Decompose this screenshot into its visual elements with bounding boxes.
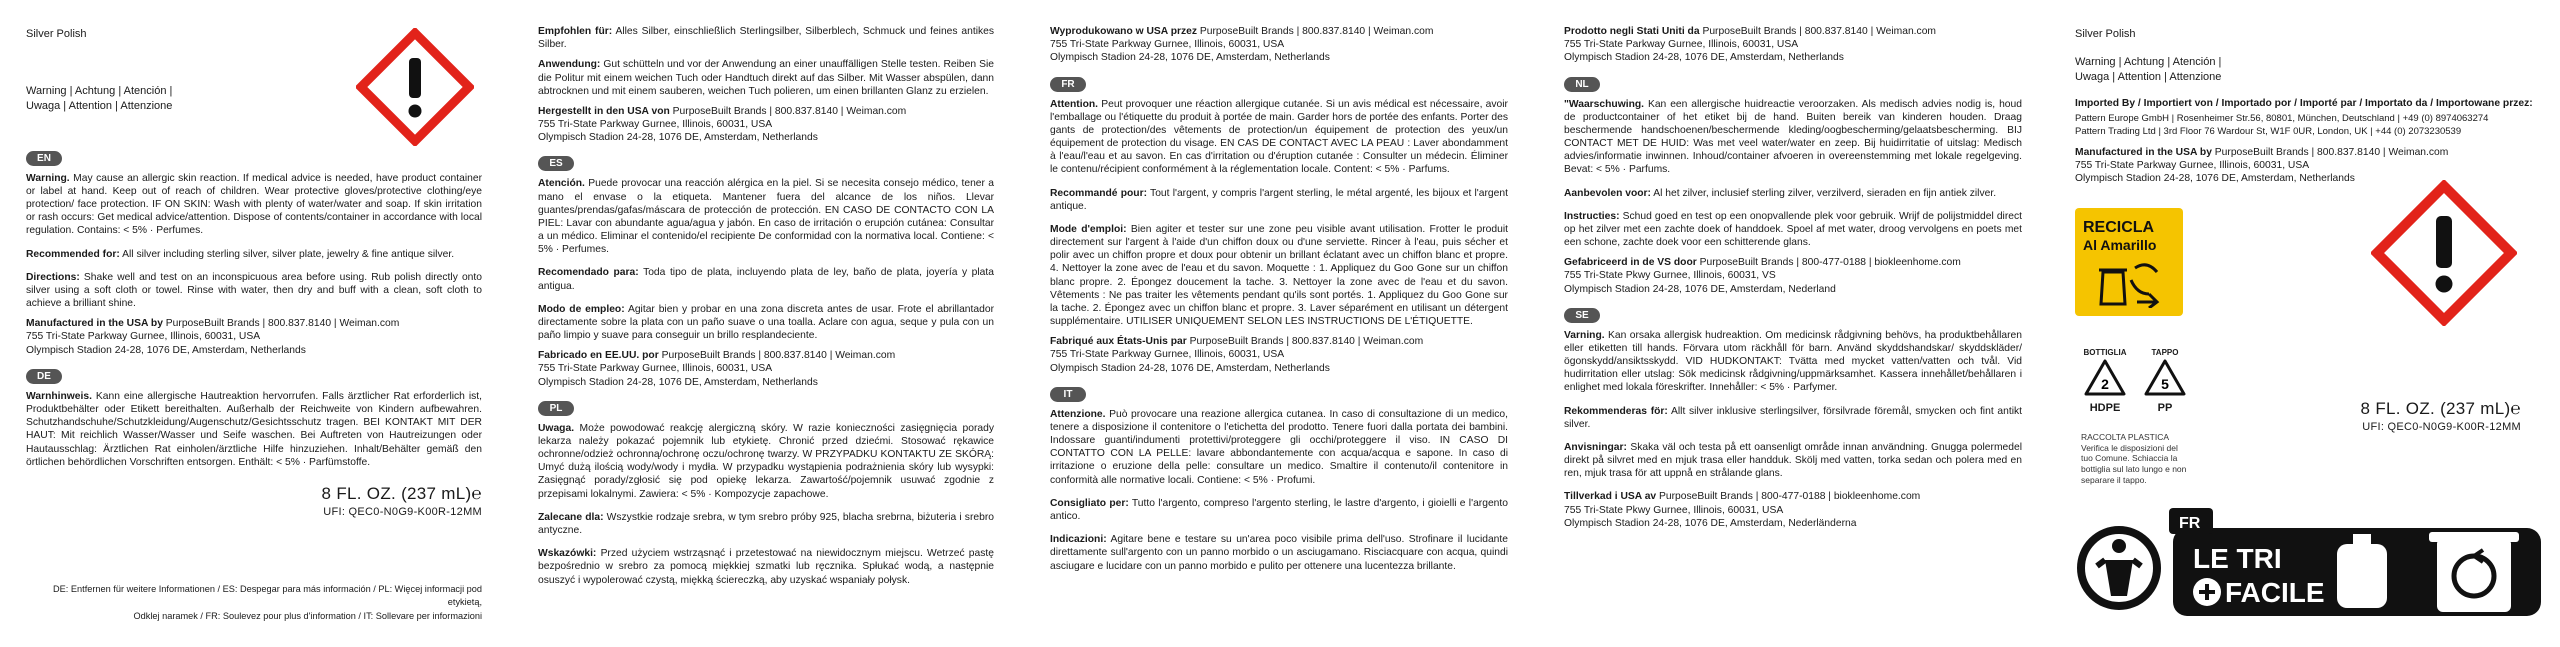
it-indicazioni: Indicazioni: Agitare bene e testare su un'area poco visibile prima dell'uso. Strofinare il lucidante direttamente sull'argento con un panno morbido o un asciugamano. Risciacquare con acqua, quindi asciugare e lucidare con un panno morbido e pulito per ottenere una lucentezza brillante. — [1050, 534, 1509, 572]
se-anvisningar: Anvisningar: Skaka väl och testa på ett oansenligt område innan användning. Gnugga polermedel direkt på silvret med en mjuk trasa eller handduk. Skölj med vatten, torka sedan och polera med en ren, mjuk trasa för att uppnå en strålande glans. — [1564, 441, 2022, 480]
svg-text:5: 5 — [2161, 376, 2169, 393]
bottle-recycling-code: BOTTIGLIA 2 HDPE — [2083, 348, 2127, 415]
es-recommended: Recomendado para: Toda tipo de plata, incluyendo plata de ley, baño de plata, joyería y plata antigua. — [538, 267, 994, 292]
fr-manufacturer: Fabriqué aux États-Unis par PurposeBuilt Brands | 800.837.8140 | Weiman.com 755 Tri-State Parkway Gurnee, Illinois, 60031, USA Olympisch Stadion 24-28, 1076 DE, Amsterdam, Netherlands — [1050, 336, 1424, 374]
cap-recycling-code: TAPPO 5 PP — [2137, 348, 2193, 415]
label-panel-4 — [1564, 0, 2022, 647]
lang-badge-it: IT — [1050, 387, 1086, 402]
hazard-exclamation-icon-back — [2371, 180, 2517, 330]
se-manufacturer: Tillverkad i USA av PurposeBuilt Brands | 800-477-0188 | biokleenhome.com 755 Tri-State Pkwy Gurnee, Illinois, 60031, USA Olympisch Stadion 24-28, 1076 DE, Amsterdam, Nederländerna — [1564, 491, 1921, 529]
product-name: Silver Polish — [26, 28, 87, 40]
pl-zalecane: Zalecane dla: Wszystkie rodzaje srebra, w tym srebro próby 925, blacha srebrna, biżuteria i srebro antyczne. — [538, 511, 994, 536]
en-recommended: Recommended for: All silver including sterling silver, silver plate, jewelry & fine antique silver. — [26, 248, 455, 260]
manufacturer-back: Manufactured in the USA by PurposeBuilt Brands | 800.837.8140 | Weiman.com 755 Tri-State Parkway Gurnee, Illinois, 60031, USA Olympisch Stadion 24-28, 1076 DE, Amsterdam, Netherlands — [2075, 146, 2449, 184]
nl-manufacturer: Gefabriceerd in de VS door PurposeBuilt Brands | 800-477-0188 | biokleenhome.com 755 Tri-State Pkwy Gurnee, Illinois, 60031, VS Olympisch Stadion 24-28, 1076 DE, Amsterdam, Nederland — [1564, 257, 1961, 295]
warning-heading-back-line-1: Warning | Achtung | Atención | — [2075, 56, 2222, 69]
net-volume: 8 FL. OZ. (237 mL)℮ — [321, 483, 482, 503]
label-panel-3 — [1050, 0, 1508, 647]
hazard-exclamation-icon — [356, 28, 474, 150]
it-consigliato: Consigliato per: Tutto l'argento, compreso l'argento sterling, le lastre d'argento, i gioielli e l'argento antico. — [1050, 497, 1508, 522]
nl-warning: "Waarschuwing. Kan een allergische huidreactie veroorzaken. Als medisch advies nodig is, houd de productcontainer of het etiket bij de hand. Buiten bereik van kinderen houden. Draag beschermende handschoenen/beschermende kleding/oogbescherming/gelaatsbescherming. BIJ CONTACT MET DE HUID: Was met veel water/water en zeep. Bij huidirritatie of uitslag: Medisch advies/informatie inwinnen. Inhoud/container afvoeren in overeenstemming met lokale regelgeving. Bevat: < 5% · Parfums. — [1564, 98, 2022, 176]
label-panel-1 — [26, 0, 482, 647]
lang-badge-nl: NL — [1564, 77, 1600, 92]
de-recommended: Empfohlen für: Alles Silber, einschließlich Sterlingsilber, Silberblech, Schmuck und feines antikes Silber. — [538, 26, 995, 51]
lang-badge-pl: PL — [538, 401, 574, 416]
warning-heading-line-2: Uwaga | Attention | Attenzione — [26, 99, 173, 112]
lang-badge-en: EN — [26, 151, 62, 166]
pl-manufacturer: Wyprodukowano w USA przez PurposeBuilt Brands | 800.837.8140 | Weiman.com 755 Tri-State Parkway Gurnee, Illinois, 60031, USA Olympisch Stadion 24-28, 1076 DE, Amsterdam, Netherlands — [1050, 26, 1434, 64]
es-modo: Modo de empleo: Agitar bien y probar en una zona discreta antes de usar. Frote el abrillantador directamente sobre la plata con un paño suave o una toalla. Aclare con agua, seque y pula con un paño limpio y suave para conseguir un brillo resplandeciente. — [538, 303, 995, 342]
label-panel-2 — [538, 0, 994, 647]
it-warning: Attenzione. Può provocare una reazione allergica cutanea. In caso di consultazione di un medico, tenere a disposizione il contenitore o l'etichetta del prodotto. Tenere fuori dalla portata dei bambini. Indossare guanti/indumenti protettivi/proteggere gli occhi/proteggere il viso. IN CASO DI CONTATTO CON LA PELLE: lavare abbondantemente con acqua/acqua e sapone. In caso di irritazione o eruzione della pelle: consultare un medico. Smaltire il contenuto/il contenitore in conformità alle normative locali. Contiene: < 5% · Profumi. — [1050, 408, 1508, 486]
label-panel-5 — [2075, 0, 2545, 647]
svg-text:2: 2 — [2101, 376, 2109, 393]
se-warning: Varning. Kan orsaka allergisk hudreaktion. Om medicinsk rådgivning behövs, ha produktbehållaren eller etiketten till hands. Förvara utom räckhåll för barn. Använd skyddshandskar/ skyddskläder/ögonskydd/ansiktsskydd. VID HUDKONTAKT: Tvätta med mycket vatten/vatten och tvål. Vid hudirritation eller utslag: Sök medicinsk rådgivning/uppmärksamhet. Kassera innehållet/behållaren i enlighet med lokala föreskrifter. Innehåller: < 5% · Parfymer. — [1564, 329, 2022, 394]
nl-instructies: Instructies: Schud goed en test op een onopvallende plek voor gebruik. Wrijf de polijstmiddel direct op het zilver met een zachte doek of handdoek. Spoel af met water, droog vervolgens en poets met een schone, zachte doek voor een schitterende glans. — [1564, 210, 2022, 249]
recycle-triangle-icon — [2083, 358, 2127, 398]
ufi-code: UFI: QEC0-N0G9-K00R-12MM — [323, 505, 482, 518]
pl-warning: Uwaga. Może powodować reakcję alergiczną skóry. W razie konieczności zasięgnięcia porady lekarza należy pokazać pojemnik lub etykietę. Chronić przed dziećmi. Stosować rękawice ochronne/odzież ochronną/ochronę oczu/ochronę twarzy. W PRZYPADKU KONTAKTU ZE SKÓRĄ: Umyć dużą ilością wody/wody i mydła. W przypadku wystąpienia podrażnienia skóry lub wysypki: Zasięgnąć porady/zgłosić się pod opiekę lekarza. Zawartość/pojemnik usuwać zgodnie z przepisami lokalnymi. Zawiera: < 5% · Kompozycje zapachowe. — [538, 422, 994, 500]
svg-text:FACILE: FACILE — [2225, 577, 2325, 608]
svg-text:FR: FR — [2179, 515, 2201, 532]
de-anwendung: Anwendung: Gut schütteln und vor der Anwendung an einer unauffälligen Stelle testen. Reiben Sie die Politur mit einem weichen Tuch oder Handtuch direkt auf das Silber. Mit Wasser abspülen, dann abtrocknen und mit einem sauberen, weichen Tuch polieren, um einen brillanten Glanz zu erzielen. — [538, 59, 994, 97]
es-manufacturer: Fabricado en EE.UU. por PurposeBuilt Brands | 800.837.8140 | Weiman.com 755 Tri-State Parkway Gurnee, Illinois, 60031, USA Olympisch Stadion 24-28, 1076 DE, Amsterdam, Netherlands — [538, 350, 896, 388]
recycle-bin-icon — [2097, 258, 2167, 312]
lang-badge-de: DE — [26, 369, 62, 384]
bottle-icon — [2337, 534, 2387, 608]
de-warning: Warnhinweis. Kann eine allergische Hautreaktion hervorrufen. Falls ärztlicher Rat erforderlich ist, Produktbehälter oder Etikett bereithalten. Außerhalb der Reichweite von Kindern aufbewahren. Schutzhandschuhe/Schutzkleidung/Augenschutz/Gesichtsschutz tragen. BEI KONTAKT MIT DER HAUT: Mit reichlich Wasser/Wasser und Seife waschen. Bei Auftreten von Hautreizungen oder Hautausschlag: Ärztlichen Rat einholen/ärztliche Hilfe hinzuziehen. Inhalt/Behälter gemäß den örtlichen behördlichen Vorschriften entsorgen. Enthält: < 5% · Parfümstoffe. — [26, 390, 482, 468]
de-manufacturer: Hergestellt in den USA von PurposeBuilt Brands | 800.837.8140 | Weiman.com 755 Tri-State Parkway Gurnee, Illinois, 60031, USA Olympisch Stadion 24-28, 1076 DE, Amsterdam, Netherlands — [538, 105, 907, 144]
ufi-code-back: UFI: QEC0-N0G9-K00R-12MM — [2362, 420, 2521, 433]
en-directions: Directions: Shake well and test on an inconspicuous area before using. Rub polish directly onto silver using a soft cloth or towel. Rinse with water, then dry and buff with a clean, soft cloth to achieve a brilliant shine. — [26, 271, 482, 310]
pl-wskazowki: Wskazówki: Przed użyciem wstrząsnąć i przetestować na niewidocznym miejscu. Wetrzeć pastę bezpośrednio w srebro za pomocą miękkiej szmatki lub ręcznika. Spłukać wodą, a następnie osuszyć i wypolerować czystą, miękką ściereczką, aby uzyskać wspaniały połysk. — [538, 548, 994, 586]
recycle-triangle-icon — [2143, 358, 2187, 398]
triman-icon — [2081, 530, 2157, 606]
es-warning: Atención. Puede provocar una reacción alérgica en la piel. Si se necesita consejo médico, tener a mano el envase o la etiqueta. Mantener fuera del alcance de los niños. Llevar guantes/prendas/gafas/máscara de protección de protección. EN CASO DE CONTACTO CON LA PIEL: Lavar con abundante agua/agua y jabón. En caso de irritación o erupción cutánea: Consultar a un médico. Eliminar el contenido/el recipiente De conformidad con la normativa local. Contiene: < 5% · Perfumes. — [538, 178, 994, 256]
recicla-badge: RECICLA Al Amarillo — [2075, 208, 2183, 316]
it-manufacturer: Prodotto negli Stati Uniti da PurposeBuilt Brands | 800.837.8140 | Weiman.com 755 Tri-State Parkway Gurnee, Illinois, 60031, USA Olympisch Stadion 24-28, 1076 DE, Amsterdam, Netherlands — [1564, 26, 1936, 64]
fr-warning: Attention. Peut provoquer une réaction allergique cutanée. Si un avis médical est nécessaire, avoir l'emballage ou l'étiquette du produit à portée de main. Garder hors de portée des enfants. Porter des gants de protection/des vêtements de protection/un équipement de protection des yeux/un équipement de protection du visage. EN CAS DE CONTACT AVEC LA PEAU : Laver abondamment à l'eau/l'eau et au savon. En cas d'irritation ou d'éruption cutanée : Consulter un médecin. Éliminer le contenu/récipient conformément à la réglementation locale. Content: < 5% · Parfums. — [1050, 98, 1508, 176]
triman-le-tri-facile — [2075, 504, 2545, 624]
warning-heading-back-line-2: Uwaga | Attention | Attenzione — [2075, 70, 2222, 83]
lang-badge-es: ES — [538, 156, 574, 171]
nl-aanbevolen: Aanbevolen voor: Al het zilver, inclusief sterling zilver, verzilverd, sieraden en fijn antiek zilver. — [1564, 187, 1997, 199]
se-rekommenderas: Rekommenderas för: Allt silver inklusive sterlingsilver, försilvrade föremål, smycken och fint antikt silver. — [1564, 405, 2023, 430]
importer-info: Imported By / Importiert von / Importado por / Importé par / Importato da / Importowane przez: Pattern Europe GmbH | Rosenheimer Str.56, 80801, München, Deutschland | +49 (0) 8974063274 Pattern Trading Ltd | 3rd Floor 76 Wardour St, W1F 0UR, London, UK | +44 (0) 2073230539 — [2075, 97, 2533, 138]
net-volume-back: 8 FL. OZ. (237 mL)℮ — [2360, 399, 2521, 418]
svg-text:LE TRI: LE TRI — [2193, 543, 2282, 574]
product-name-back: Silver Polish — [2075, 28, 2136, 40]
en-manufacturer: Manufactured in the USA by PurposeBuilt Brands | 800.837.8140 | Weiman.com 755 Tri-State Parkway Gurnee, Illinois, 60031, USA Olympisch Stadion 24-28, 1076 DE, Amsterdam, Netherlands — [26, 318, 400, 356]
lang-badge-fr: FR — [1050, 77, 1086, 92]
recycling-bin-icon — [2429, 532, 2519, 612]
fr-recommended: Recommandé pour: Tout l'argent, y compris l'argent sterling, le métal argenté, les bijoux et l'argent antique. — [1050, 187, 1508, 212]
warning-heading-line-1: Warning | Achtung | Atención | — [26, 85, 173, 98]
peel-note: DE: Entfernen für weitere Informationen / ES: Despegar para más información / PL: Więcej informacji pod etykietą, Odklej naramek / FR: Soulevez pour plus d'information / IT: Sollevare per informazioni — [53, 583, 482, 621]
raccolta-note: RACCOLTA PLASTICA Verifica le disposizioni del tuo Comune. Schiaccia la bottiglia sul lato lungo e non separare il tappo. — [2081, 432, 2187, 485]
en-warning: Warning. May cause an allergic skin reaction. If medical advice is needed, have product container or label at hand. Keep out of reach of children. Wear protective gloves/protective clothing/eye protection/ face protection. IF ON SKIN: Wash with plenty of water/water and soap. If skin irritation or rash occurs: Get medical advice/attention. Dispose of contents/container in accordance with local regulation. Contains: < 5% · Perfumes. — [26, 172, 482, 237]
lang-badge-se: SE — [1564, 308, 1600, 323]
fr-mode: Mode d'emploi: Bien agiter et tester sur une zone peu visible avant utilisation. Frotter le produit directement sur l'argent à l'aide d'un chiffon doux ou d'une serviette. Rincer à l'eau, puis sécher et polir avec un chiffon propre et doux pour obtenir un brillant éclatant avec un chiffon blanc et propre. 4. Nettoyer la zone avec de l'eau et du savon. Moquette : 1. Appliquez du Goo Gone sur un chiffon blanc propre. 2. Épongez doucement la tache. 3. Nettoyer la zone avec de l'eau et du savon. Vêtements : Ne pas traiter les vêtements pendant qu'ils sont portés. 1. Appliquez du Goo Gone sur la tache. 2. Épongez avec un chiffon blanc et propre. 3. Laver séparément en utilisant un détergent supplémentaire. UTILISER UNIQUEMENT SELON LES INSTRUCTIONS DE L'ÉTIQUETTE. — [1050, 223, 1508, 328]
warning-heading-back — [2075, 55, 2545, 85]
